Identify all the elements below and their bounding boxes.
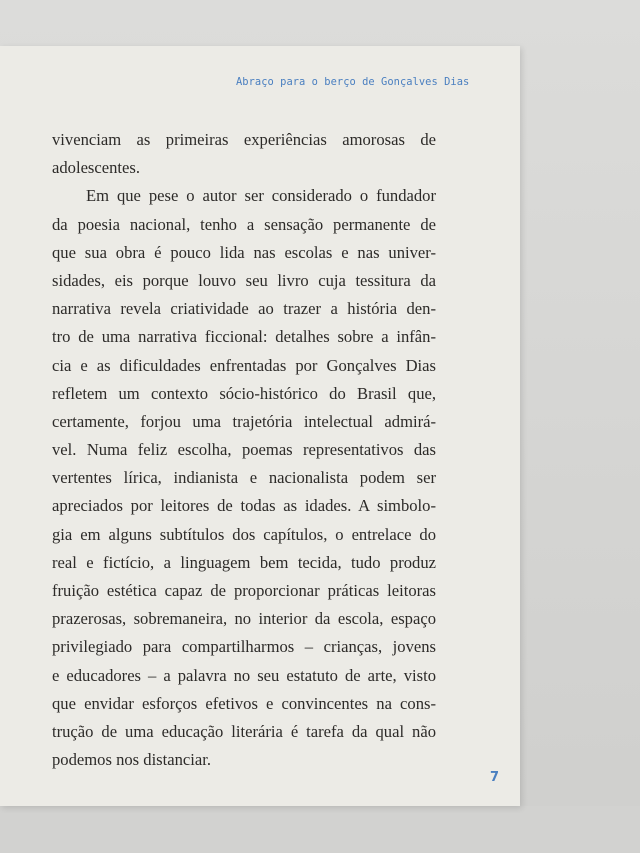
- text-line: sidades, eis porque louvo seu livro cuja tessitura da: [52, 270, 436, 290]
- text-line: podemos nos distanciar.: [52, 750, 212, 770]
- text-line: gia em alguns subtítulos dos capítulos, o entrelace do: [52, 524, 436, 544]
- text-line: real e fictício, a linguagem bem tecida, tudo produz: [52, 552, 436, 572]
- text-line: vivenciam as primeiras experiências amorosas de: [52, 130, 436, 149]
- page-edge: [0, 806, 640, 853]
- text-line: narrativa revela criatividade ao trazer a história den-: [52, 299, 436, 319]
- text-line: vertentes lírica, indianista e nacionalista podem ser: [52, 468, 436, 488]
- text-line: Em que pese o autor ser considerado o fundador: [86, 186, 436, 206]
- text-line: cia e as dificuldades enfrentadas por Gonçalves Dias: [52, 355, 436, 375]
- text-line: prazerosas, sobremaneira, no interior da escola, espaço: [52, 609, 436, 629]
- text-line: que sua obra é pouco lida nas escolas e nas univer-: [52, 242, 436, 262]
- text-line: que envidar esforços efetivos e convincentes na cons-: [52, 693, 436, 713]
- text-line: e educadores – a palavra no seu estatuto de arte, visto: [52, 665, 436, 685]
- text-line: tro de uma narrativa ficcional: detalhes sobre a infân-: [52, 327, 436, 347]
- body-text: [52, 126, 436, 774]
- text-line: adolescentes.: [52, 158, 141, 178]
- text-line: fruição estética capaz de proporcionar práticas leitoras: [52, 581, 436, 600]
- text-line: apreciados por leitores de todas as idades. A simbolo-: [52, 496, 436, 516]
- text-line: refletem um contexto sócio-histórico do Brasil que,: [52, 383, 436, 403]
- text-line: trução de uma educação literária é tarefa da qual não: [52, 721, 436, 741]
- page-number: 7: [490, 770, 500, 785]
- text-line: certamente, forjou uma trajetória intelectual admirá-: [52, 411, 436, 431]
- text-line: vel. Numa feliz escolha, poemas representativos das: [52, 440, 436, 460]
- text-line: privilegiado para compartilharmos – crianças, jovens: [52, 637, 436, 657]
- running-header: Abraço para o berço de Gonçalves Dias: [236, 76, 470, 88]
- text-line: da poesia nacional, tenho a sensação permanente de: [52, 214, 436, 234]
